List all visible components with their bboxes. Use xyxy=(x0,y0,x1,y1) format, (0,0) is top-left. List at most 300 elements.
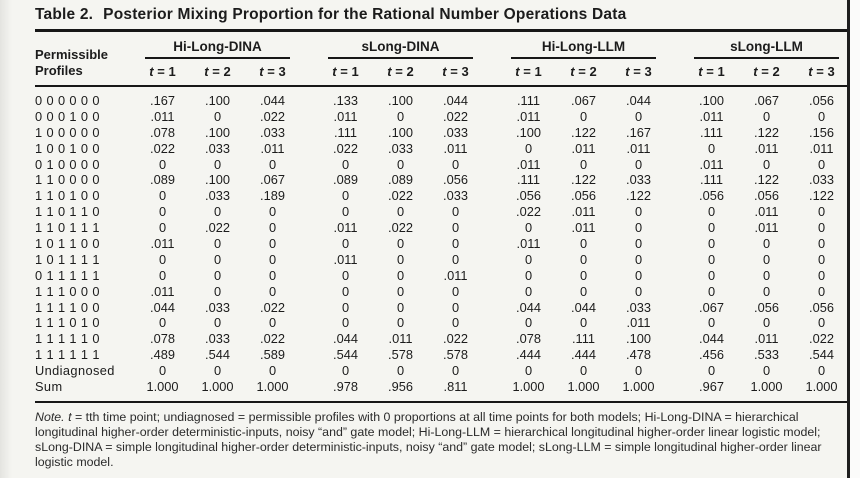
value-cell: 1.000 xyxy=(805,378,838,394)
table-row xyxy=(35,108,847,124)
t-column-header: t = 3 xyxy=(625,63,652,79)
value-cell: 0 xyxy=(579,156,588,172)
value-cell: .033 xyxy=(443,188,468,204)
value-cell: 0 xyxy=(158,188,167,204)
value-cell: 0 xyxy=(341,267,350,283)
group-cells xyxy=(135,141,300,156)
value-cell: 0 xyxy=(268,156,277,172)
group-cells xyxy=(135,125,300,140)
value-cell: 0 xyxy=(451,220,460,236)
group-cells xyxy=(501,315,666,330)
group-cells xyxy=(318,252,483,267)
value-cell: .022 xyxy=(205,220,230,236)
value-cell: .078 xyxy=(150,331,175,347)
value-cell: .011 xyxy=(150,283,175,299)
t-column-header: t = 3 xyxy=(259,63,286,79)
value-cell: .444 xyxy=(571,347,596,363)
value-cell: 0 xyxy=(451,299,460,315)
profile-cell: 0 1 1 1 1 1 xyxy=(35,267,100,283)
t-column-header: t = 3 xyxy=(808,63,835,79)
value-cell: .167 xyxy=(626,124,651,140)
group-cells xyxy=(684,284,849,299)
table-row xyxy=(35,347,847,363)
value-cell: 0 xyxy=(579,315,588,331)
value-cell: 0 xyxy=(268,283,277,299)
value-cell: 0 xyxy=(762,251,771,267)
value-cell: .011 xyxy=(809,140,834,156)
value-cell: 0 xyxy=(268,235,277,251)
table-row xyxy=(35,93,847,109)
value-cell: .022 xyxy=(516,204,541,220)
group-cells xyxy=(684,220,849,235)
value-cell: 0 xyxy=(213,283,222,299)
table-row xyxy=(35,331,847,347)
table-row xyxy=(35,124,847,140)
profile-cell: 1 0 1 1 1 1 xyxy=(35,251,100,267)
group-cells xyxy=(318,109,483,124)
scan-right-gutter xyxy=(850,0,860,478)
value-cell: .011 xyxy=(516,108,541,124)
value-cell: .089 xyxy=(150,172,175,188)
t-column-header: t = 2 xyxy=(570,63,597,79)
value-cell: 0 xyxy=(817,251,826,267)
value-cell: .100 xyxy=(516,124,541,140)
group-cells xyxy=(135,204,300,219)
value-cell: 1.000 xyxy=(750,378,783,394)
group-cells xyxy=(318,172,483,187)
group-cells xyxy=(501,109,666,124)
value-cell: 0 xyxy=(762,267,771,283)
value-cell: 0 xyxy=(451,235,460,251)
value-cell: .089 xyxy=(388,172,413,188)
value-cell: .078 xyxy=(150,124,175,140)
value-cell: 0 xyxy=(762,315,771,331)
value-cell: .011 xyxy=(443,140,468,156)
group-cells xyxy=(318,125,483,140)
value-cell: 0 xyxy=(634,156,643,172)
profile-cell: 1 1 1 0 0 0 xyxy=(35,283,100,299)
profile-cell: Undiagnosed xyxy=(35,363,115,379)
value-cell: 0 xyxy=(396,283,405,299)
value-cell: 0 xyxy=(341,235,350,251)
value-cell: .956 xyxy=(388,378,413,394)
value-cell: 0 xyxy=(762,283,771,299)
value-cell: 0 xyxy=(341,156,350,172)
value-cell: .056 xyxy=(443,172,468,188)
value-cell: .044 xyxy=(150,299,175,315)
value-cell: 0 xyxy=(579,363,588,379)
group-cells xyxy=(501,363,666,378)
value-cell: 0 xyxy=(817,363,826,379)
group-cells xyxy=(501,236,666,251)
value-cell: 0 xyxy=(524,140,533,156)
group-cells xyxy=(318,236,483,251)
group-underline xyxy=(328,57,473,59)
value-cell: .011 xyxy=(626,140,651,156)
group-cells xyxy=(135,157,300,172)
group-cells xyxy=(501,157,666,172)
value-cell: 0 xyxy=(707,140,716,156)
table-row xyxy=(35,156,847,172)
profile-cell: 0 0 0 0 0 0 xyxy=(35,92,100,108)
value-cell: .111 xyxy=(571,331,595,347)
value-cell: .011 xyxy=(260,140,285,156)
value-cell: .056 xyxy=(754,299,779,315)
profile-header-line1: Permissible xyxy=(35,47,108,62)
group-cells xyxy=(135,93,300,108)
value-cell: 0 xyxy=(396,363,405,379)
group-cells xyxy=(684,331,849,346)
group-cells xyxy=(501,172,666,187)
value-cell: 0 xyxy=(762,363,771,379)
table-row xyxy=(35,283,847,299)
group-cells xyxy=(135,284,300,299)
value-cell: 0 xyxy=(451,204,460,220)
group-cells xyxy=(318,188,483,203)
value-cell: 1.000 xyxy=(201,378,234,394)
value-cell: .044 xyxy=(516,299,541,315)
t-column-header: t = 1 xyxy=(698,63,725,79)
value-cell: 0 xyxy=(341,363,350,379)
group-cells xyxy=(318,300,483,315)
value-cell: .067 xyxy=(699,299,724,315)
value-cell: 0 xyxy=(524,267,533,283)
group-cells xyxy=(135,315,300,330)
value-cell: .100 xyxy=(205,124,230,140)
group-cells xyxy=(501,204,666,219)
column-group-hi-long-dina xyxy=(135,39,300,59)
column-group-slong-dina xyxy=(318,39,483,59)
group-underline xyxy=(511,57,656,59)
profile-cell: 1 1 0 1 1 0 xyxy=(35,204,100,220)
value-cell: 0 xyxy=(579,267,588,283)
value-cell: 0 xyxy=(762,235,771,251)
value-cell: .011 xyxy=(333,220,358,236)
profile-cell: 1 0 1 1 0 0 xyxy=(35,235,100,251)
t-column-header: t = 1 xyxy=(515,63,542,79)
column-group-label: sLong-DINA xyxy=(361,39,440,54)
value-cell: 0 xyxy=(524,220,533,236)
t-column-header: t = 2 xyxy=(387,63,414,79)
group-cells xyxy=(318,284,483,299)
value-cell: .011 xyxy=(516,156,541,172)
profile-cell: 1 0 0 1 0 0 xyxy=(35,140,100,156)
value-cell: 0 xyxy=(634,363,643,379)
value-cell: 0 xyxy=(707,220,716,236)
profile-cell: 0 0 0 1 0 0 xyxy=(35,108,100,124)
profile-cell: 0 1 0 0 0 0 xyxy=(35,156,100,172)
value-cell: .111 xyxy=(516,92,540,108)
group-cells xyxy=(135,268,300,283)
value-cell: 0 xyxy=(707,363,716,379)
group-cells xyxy=(135,379,300,394)
group-cells xyxy=(135,331,300,346)
group-cells xyxy=(318,204,483,219)
value-cell: 0 xyxy=(634,220,643,236)
value-cell: .544 xyxy=(809,347,834,363)
value-cell: .011 xyxy=(443,267,468,283)
group-cells xyxy=(135,172,300,187)
value-cell: 0 xyxy=(268,251,277,267)
value-cell: .444 xyxy=(516,347,541,363)
value-cell: 0 xyxy=(213,235,222,251)
value-cell: .044 xyxy=(699,331,724,347)
value-cell: 0 xyxy=(396,267,405,283)
t-header-group xyxy=(318,64,483,79)
value-cell: .011 xyxy=(754,220,779,236)
group-cells xyxy=(135,109,300,124)
group-cells xyxy=(135,220,300,235)
group-cells xyxy=(501,284,666,299)
t-header-group xyxy=(135,64,300,79)
value-cell: .122 xyxy=(571,124,596,140)
value-cell: .122 xyxy=(571,172,596,188)
group-underline xyxy=(145,57,290,59)
table-row xyxy=(35,299,847,315)
group-cells xyxy=(318,363,483,378)
group-cells xyxy=(501,141,666,156)
value-cell: .011 xyxy=(388,331,413,347)
value-cell: .044 xyxy=(626,92,651,108)
t-column-header: t = 1 xyxy=(149,63,176,79)
value-cell: .122 xyxy=(754,124,779,140)
value-cell: .067 xyxy=(754,92,779,108)
value-cell: 1.000 xyxy=(622,378,655,394)
value-cell: .067 xyxy=(260,172,285,188)
group-header-row xyxy=(35,39,847,59)
value-cell: .056 xyxy=(754,188,779,204)
value-cell: .011 xyxy=(333,251,358,267)
subcolumn-header-row xyxy=(35,64,847,85)
table-sheet xyxy=(35,6,847,470)
table-row xyxy=(35,315,847,331)
value-cell: 1.000 xyxy=(567,378,600,394)
value-cell: 0 xyxy=(341,299,350,315)
group-cells xyxy=(501,379,666,394)
value-cell: .167 xyxy=(150,92,175,108)
value-cell: .978 xyxy=(333,378,358,394)
value-cell: 0 xyxy=(524,363,533,379)
group-cells xyxy=(318,347,483,362)
value-cell: .022 xyxy=(260,108,285,124)
group-underline xyxy=(694,57,839,59)
table-row xyxy=(35,204,847,220)
t-column-header: t = 1 xyxy=(332,63,359,79)
value-cell: .156 xyxy=(809,124,834,140)
value-cell: 0 xyxy=(634,235,643,251)
group-cells xyxy=(135,236,300,251)
group-cells xyxy=(135,300,300,315)
value-cell: 0 xyxy=(396,204,405,220)
profile-cell: 1 1 0 1 1 1 xyxy=(35,220,100,236)
value-cell: .022 xyxy=(260,299,285,315)
value-cell: 0 xyxy=(579,283,588,299)
profile-cell: Sum xyxy=(35,378,63,394)
note-body: = tth time point; undiagnosed = permissible profiles with 0 proportions at all time points for both models; Hi-Long-DINA = hierarchical longitudinal higher-order deterministic-inputs, noisy “and” gate model; Hi-Long-LLM = hierarchical longitudinal higher-order linear logistic model; sLong-DINA = simple longitudinal higher-order deterministic-inputs, noisy “and” gate model; sLong-LLM = simple longitudinal higher-order linear logistic model. xyxy=(35,410,822,470)
left-scan-shadow xyxy=(0,0,12,478)
value-cell: 0 xyxy=(451,315,460,331)
value-cell: .589 xyxy=(260,347,285,363)
value-cell: 0 xyxy=(158,220,167,236)
group-cells xyxy=(684,236,849,251)
value-cell: .011 xyxy=(699,156,724,172)
value-cell: .111 xyxy=(516,172,540,188)
value-cell: .011 xyxy=(571,220,596,236)
value-cell: 0 xyxy=(762,108,771,124)
value-cell: .022 xyxy=(443,108,468,124)
value-cell: .056 xyxy=(571,188,596,204)
group-cells xyxy=(501,93,666,108)
value-cell: .100 xyxy=(205,92,230,108)
value-cell: 0 xyxy=(158,267,167,283)
value-cell: .033 xyxy=(626,172,651,188)
value-cell: .967 xyxy=(699,378,724,394)
value-cell: 0 xyxy=(158,315,167,331)
value-cell: 0 xyxy=(634,251,643,267)
group-cells xyxy=(135,188,300,203)
value-cell: 0 xyxy=(817,156,826,172)
value-cell: .578 xyxy=(388,347,413,363)
value-cell: .100 xyxy=(388,124,413,140)
value-cell: .011 xyxy=(754,204,779,220)
profile-cell: 1 1 1 1 0 0 xyxy=(35,299,100,315)
value-cell: .056 xyxy=(699,188,724,204)
value-cell: .011 xyxy=(754,331,779,347)
value-cell: 0 xyxy=(524,251,533,267)
value-cell: 0 xyxy=(341,204,350,220)
value-cell: 0 xyxy=(707,315,716,331)
group-cells xyxy=(501,252,666,267)
group-cells xyxy=(684,172,849,187)
group-cells xyxy=(318,268,483,283)
t-column-header: t = 2 xyxy=(753,63,780,79)
t-header-group xyxy=(684,64,849,79)
value-cell: .033 xyxy=(388,140,413,156)
value-cell: 0 xyxy=(707,267,716,283)
profile-column-header xyxy=(35,47,108,80)
group-cells xyxy=(684,204,849,219)
value-cell: 0 xyxy=(634,283,643,299)
note-variable: t xyxy=(68,410,72,425)
value-cell: .544 xyxy=(333,347,358,363)
profile-cell: 1 1 1 1 1 0 xyxy=(35,331,100,347)
t-column-header: t = 3 xyxy=(442,63,469,79)
value-cell: 0 xyxy=(396,251,405,267)
profile-header-line2: Profiles xyxy=(35,63,83,79)
t-header-group xyxy=(501,64,666,79)
group-cells xyxy=(501,125,666,140)
value-cell: 0 xyxy=(213,156,222,172)
note-prefix: Note. xyxy=(35,410,65,425)
value-cell: 0 xyxy=(579,251,588,267)
value-cell: .122 xyxy=(626,188,651,204)
value-cell: .100 xyxy=(626,331,651,347)
group-cells xyxy=(684,379,849,394)
value-cell: 0 xyxy=(396,299,405,315)
column-group-hi-long-llm xyxy=(501,39,666,59)
value-cell: 1.000 xyxy=(146,378,179,394)
value-cell: .478 xyxy=(626,347,651,363)
table-row xyxy=(35,251,847,267)
group-cells xyxy=(684,109,849,124)
table-row xyxy=(35,140,847,156)
value-cell: .533 xyxy=(754,347,779,363)
group-cells xyxy=(135,252,300,267)
group-cells xyxy=(318,157,483,172)
value-cell: 0 xyxy=(524,283,533,299)
value-cell: .022 xyxy=(260,331,285,347)
table-title-text: Posterior Mixing Proportion for the Rational Number Operations Data xyxy=(103,6,627,23)
value-cell: 0 xyxy=(634,204,643,220)
group-cells xyxy=(318,141,483,156)
column-group-label: sLong-LLM xyxy=(730,39,803,54)
table-body xyxy=(35,87,847,404)
value-cell: .056 xyxy=(809,299,834,315)
value-cell: 0 xyxy=(451,363,460,379)
table-row xyxy=(35,363,847,379)
value-cell: 0 xyxy=(341,315,350,331)
group-cells xyxy=(318,93,483,108)
table-title xyxy=(35,6,847,32)
value-cell: .011 xyxy=(516,235,541,251)
value-cell: .011 xyxy=(699,108,724,124)
value-cell: .011 xyxy=(754,140,779,156)
value-cell: .578 xyxy=(443,347,468,363)
value-cell: .544 xyxy=(205,347,230,363)
profile-cell: 1 1 1 0 1 0 xyxy=(35,315,100,331)
table-row xyxy=(35,188,847,204)
value-cell: .111 xyxy=(333,124,357,140)
table-row xyxy=(35,220,847,236)
group-cells xyxy=(684,347,849,362)
value-cell: .089 xyxy=(333,172,358,188)
value-cell: 0 xyxy=(268,363,277,379)
value-cell: 0 xyxy=(817,283,826,299)
value-cell: 0 xyxy=(707,204,716,220)
group-cells xyxy=(684,141,849,156)
group-cells xyxy=(501,220,666,235)
group-cells xyxy=(684,188,849,203)
group-cells xyxy=(318,379,483,394)
value-cell: 0 xyxy=(268,267,277,283)
value-cell: 0 xyxy=(451,156,460,172)
value-cell: .011 xyxy=(150,108,175,124)
value-cell: 0 xyxy=(817,204,826,220)
value-cell: 0 xyxy=(268,204,277,220)
value-cell: 0 xyxy=(396,156,405,172)
group-cells xyxy=(318,220,483,235)
group-cells xyxy=(684,157,849,172)
value-cell: .033 xyxy=(205,299,230,315)
value-cell: 0 xyxy=(158,251,167,267)
group-cells xyxy=(501,347,666,362)
value-cell: 1.000 xyxy=(512,378,545,394)
value-cell: 0 xyxy=(213,315,222,331)
profile-cell: 1 0 0 0 0 0 xyxy=(35,124,100,140)
value-cell: .489 xyxy=(150,347,175,363)
value-cell: 0 xyxy=(579,235,588,251)
table-row xyxy=(35,267,847,283)
value-cell: 0 xyxy=(268,315,277,331)
value-cell: 0 xyxy=(213,363,222,379)
value-cell: .189 xyxy=(260,188,285,204)
value-cell: .033 xyxy=(205,140,230,156)
profile-cell: 1 1 1 1 1 1 xyxy=(35,347,100,363)
group-cells xyxy=(684,125,849,140)
value-cell: 0 xyxy=(213,251,222,267)
group-cells xyxy=(318,315,483,330)
value-cell: .011 xyxy=(571,140,596,156)
